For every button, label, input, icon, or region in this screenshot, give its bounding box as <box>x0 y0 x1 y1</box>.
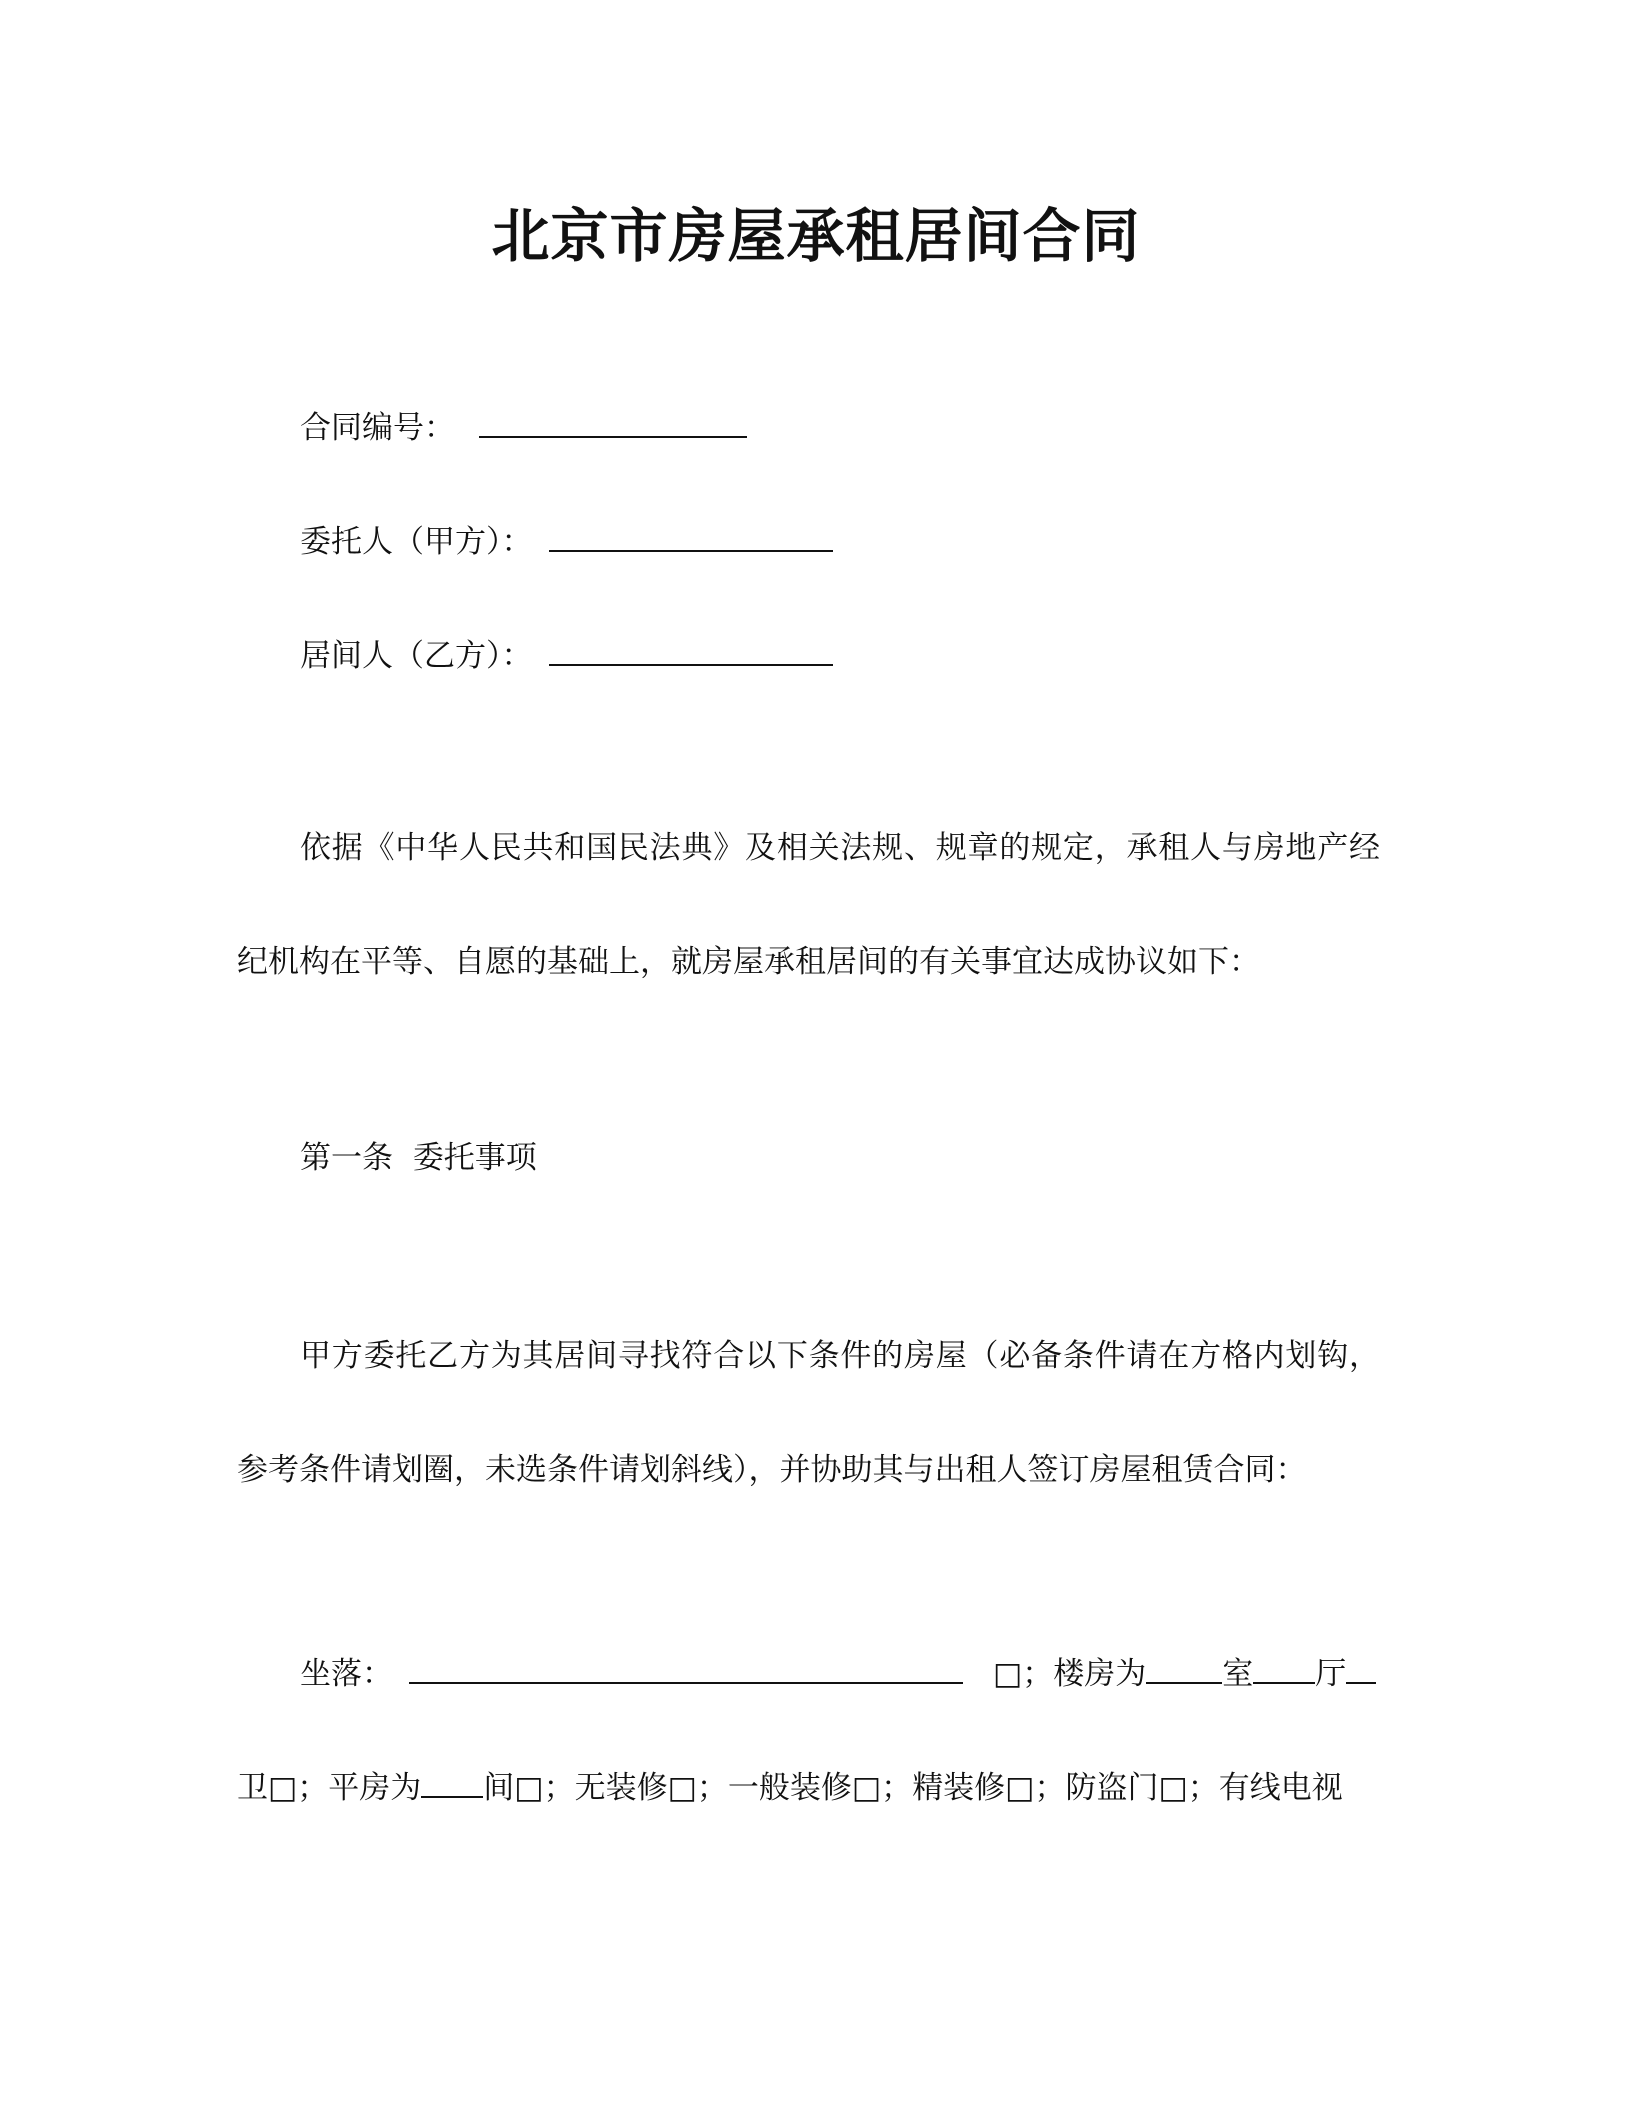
preamble-line-1: 依据《中华人民共和国民法典》及相关法规、规章的规定，承租人与房地产经 <box>300 830 1380 866</box>
jian-label[interactable]: 间□； <box>483 1770 575 1806</box>
principal-blank[interactable] <box>549 514 833 552</box>
no-decoration-option[interactable]: 无装修□； <box>574 1770 728 1806</box>
bungalow-count-blank[interactable] <box>421 1760 483 1798</box>
contract-number-label: 合同编号： <box>300 410 455 446</box>
preamble-line-2: 纪机构在平等、自愿的基础上，就房屋承租居间的有关事宜达成协议如下： <box>237 944 1260 980</box>
article-1-line-2: 参考条件请划圈，未选条件请划斜线），并协助其与出租人签订房屋租赁合同： <box>237 1452 1307 1488</box>
hall-count-blank[interactable] <box>1253 1646 1315 1684</box>
room-label: 室 <box>1222 1656 1254 1692</box>
bath-label[interactable]: 卫□； <box>237 1770 329 1806</box>
article-1-line-1: 甲方委托乙方为其居间寻找符合以下条件的房屋（必备条件请在方格内划钩， <box>300 1338 1380 1374</box>
bungalow-label: 平房为 <box>328 1770 422 1806</box>
conditions-line-2 <box>237 1760 1343 1810</box>
location-label: 坐落： <box>300 1656 393 1692</box>
article-1-heading: 第一条 委托事项 <box>300 1140 537 1176</box>
building-label: 楼房为 <box>1053 1656 1147 1692</box>
security-door-option[interactable]: 防盗门□； <box>1065 1770 1219 1806</box>
cable-tv-option: 有线电视 <box>1218 1770 1343 1806</box>
contract-number-blank[interactable] <box>479 400 747 438</box>
conditions-line-1 <box>300 1646 1376 1696</box>
location-blank[interactable] <box>409 1646 963 1684</box>
contract-number-row <box>300 400 747 450</box>
document-title: 北京市房屋承租居间合同 <box>491 202 1141 270</box>
general-decoration-option[interactable]: 一般装修□； <box>727 1770 913 1806</box>
intermediary-label: 居间人（乙方）： <box>300 638 533 674</box>
intermediary-row <box>300 628 833 678</box>
intermediary-blank[interactable] <box>549 628 833 666</box>
principal-row <box>300 514 833 564</box>
hall-label: 厅 <box>1315 1656 1347 1692</box>
principal-label: 委托人（甲方）： <box>300 524 533 560</box>
bath-count-blank[interactable] <box>1346 1646 1376 1684</box>
location-checkbox[interactable]: □； <box>993 1656 1054 1692</box>
room-count-blank[interactable] <box>1146 1646 1222 1684</box>
fine-decoration-option[interactable]: 精装修□； <box>912 1770 1066 1806</box>
